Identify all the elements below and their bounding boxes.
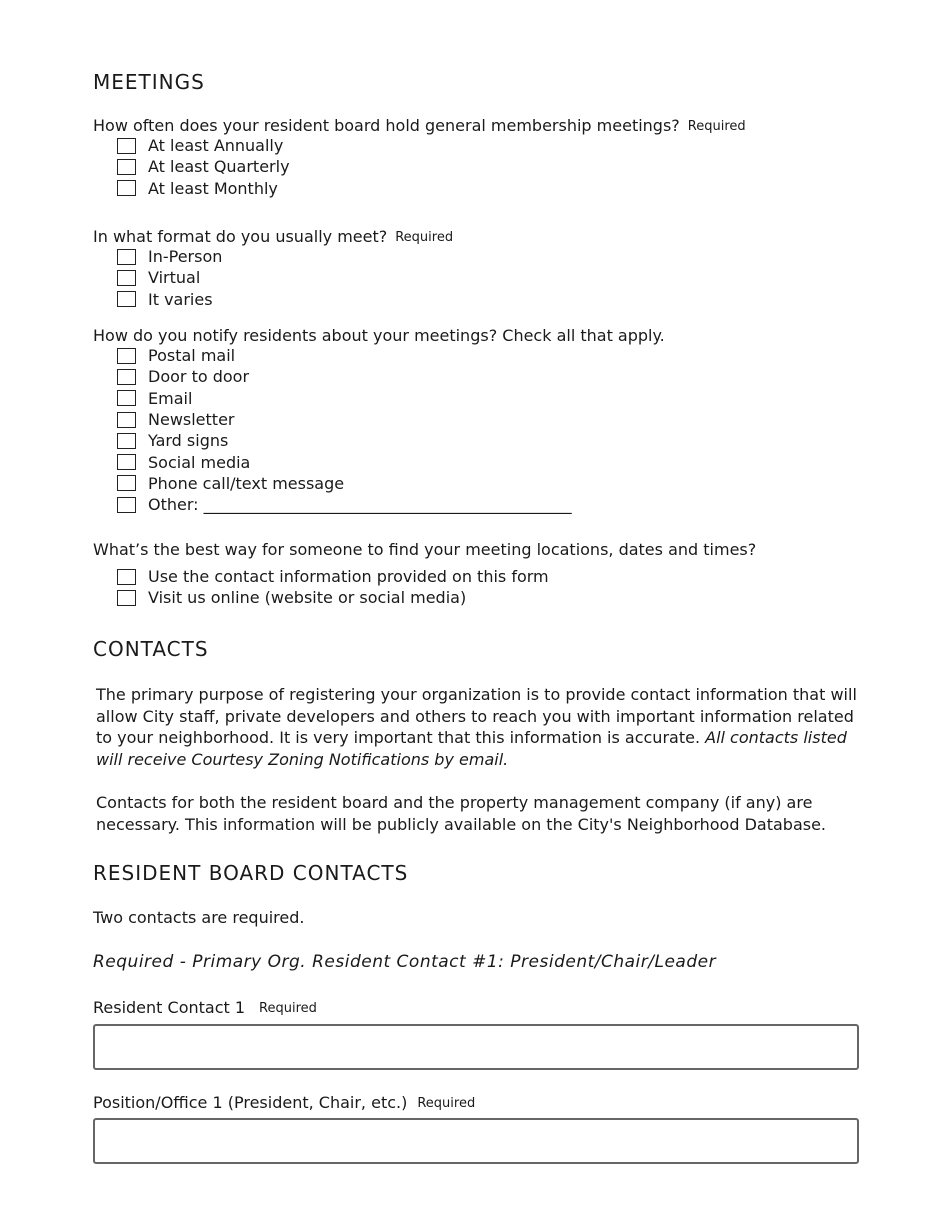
format-question-label: In what format do you usually meet? bbox=[93, 227, 388, 246]
checkbox[interactable] bbox=[117, 369, 136, 385]
contacts-heading: CONTACTS bbox=[93, 637, 209, 661]
required-label: Required bbox=[687, 119, 746, 134]
required-label: Required bbox=[417, 1096, 476, 1111]
find-option-contact-info[interactable] bbox=[117, 566, 549, 587]
checkbox[interactable] bbox=[117, 180, 136, 196]
find-options bbox=[117, 566, 549, 609]
option-label: Visit us online (website or social media) bbox=[148, 588, 467, 608]
position-office-1-label-row bbox=[93, 1092, 475, 1115]
resident-contact-1-input[interactable] bbox=[93, 1024, 859, 1070]
option-label: Postal mail bbox=[148, 346, 236, 366]
find-option-online[interactable] bbox=[117, 587, 549, 608]
notify-options bbox=[117, 345, 572, 515]
option-label: At least Monthly bbox=[148, 178, 278, 198]
notify-question: How do you notify residents about your meetings? Check all that apply. bbox=[93, 326, 665, 345]
option-label: Phone call/text message bbox=[148, 473, 345, 493]
option-label: At least Annually bbox=[148, 136, 284, 156]
frequency-option-annually[interactable] bbox=[117, 135, 290, 156]
checkbox[interactable] bbox=[117, 390, 136, 406]
option-label: Newsletter bbox=[148, 410, 235, 430]
format-option-varies[interactable] bbox=[117, 289, 222, 310]
frequency-option-monthly[interactable] bbox=[117, 178, 290, 199]
option-label: Social media bbox=[148, 452, 251, 472]
notify-option-other[interactable] bbox=[117, 494, 572, 515]
option-label: Use the contact information provided on this form bbox=[148, 567, 549, 587]
checkbox[interactable] bbox=[117, 159, 136, 175]
option-label: At least Quarterly bbox=[148, 157, 290, 177]
meetings-heading: MEETINGS bbox=[93, 70, 205, 94]
checkbox[interactable] bbox=[117, 433, 136, 449]
frequency-option-quarterly[interactable] bbox=[117, 156, 290, 177]
contacts-paragraph-1-italic: All contacts listed will receive Courtesy Zoning Notifications by email. bbox=[96, 728, 847, 769]
frequency-question-label: How often does your resident board hold general membership meetings? bbox=[93, 116, 680, 135]
checkbox[interactable] bbox=[117, 249, 136, 265]
format-option-in-person[interactable] bbox=[117, 246, 222, 267]
required-label: Required bbox=[395, 230, 454, 245]
checkbox[interactable] bbox=[117, 475, 136, 491]
format-options bbox=[117, 246, 222, 310]
position-office-1-input[interactable] bbox=[93, 1118, 859, 1164]
notify-option-social-media[interactable] bbox=[117, 451, 572, 472]
option-label: Virtual bbox=[148, 268, 201, 288]
frequency-options bbox=[117, 135, 290, 199]
checkbox[interactable] bbox=[117, 270, 136, 286]
contacts-paragraph-2: Contacts for both the resident board and the property management company (if any) are necessary. This information will be publicly available on the City's Neighborhood Database. bbox=[96, 793, 827, 834]
notify-option-newsletter[interactable] bbox=[117, 409, 572, 430]
checkbox[interactable] bbox=[117, 138, 136, 154]
checkbox[interactable] bbox=[117, 497, 136, 513]
option-label: It varies bbox=[148, 289, 213, 309]
find-question: What’s the best way for someone to find your meeting locations, dates and times? bbox=[93, 540, 757, 559]
option-label: Email bbox=[148, 388, 193, 408]
notify-option-email[interactable] bbox=[117, 388, 572, 409]
checkbox[interactable] bbox=[117, 412, 136, 428]
checkbox[interactable] bbox=[117, 569, 136, 585]
contacts-paragraph-1 bbox=[96, 684, 871, 770]
checkbox[interactable] bbox=[117, 291, 136, 307]
resident-contact-1-label: Resident Contact 1 bbox=[93, 998, 246, 1017]
primary-contact-subheading: Required - Primary Org. Resident Contact #1: President/Chair/Leader bbox=[93, 952, 717, 972]
notify-option-postal-mail[interactable] bbox=[117, 345, 572, 366]
option-label: In-Person bbox=[148, 247, 223, 267]
option-label: Door to door bbox=[148, 367, 250, 387]
option-label: Other: ______________________________________________ bbox=[148, 495, 572, 515]
checkbox[interactable] bbox=[117, 590, 136, 606]
format-option-virtual[interactable] bbox=[117, 267, 222, 288]
two-contacts-note: Two contacts are required. bbox=[93, 908, 305, 927]
resident-board-heading: RESIDENT BOARD CONTACTS bbox=[93, 861, 409, 885]
required-label: Required bbox=[259, 1001, 317, 1016]
notify-option-door-to-door[interactable] bbox=[117, 366, 572, 387]
option-label: Yard signs bbox=[148, 431, 229, 451]
resident-contact-1-label-row bbox=[93, 997, 317, 1020]
position-office-1-label: Position/Office 1 (President, Chair, etc.) bbox=[93, 1093, 408, 1112]
checkbox[interactable] bbox=[117, 348, 136, 364]
notify-option-yard-signs[interactable] bbox=[117, 430, 572, 451]
checkbox[interactable] bbox=[117, 454, 136, 470]
notify-option-phone-text[interactable] bbox=[117, 473, 572, 494]
contacts-paragraph-1-text: The primary purpose of registering your organization is to provide contact information that will allow City staff, private developers and others to reach you with important information related to your neighborhood. It is very important that this information is accurate. bbox=[96, 685, 857, 747]
